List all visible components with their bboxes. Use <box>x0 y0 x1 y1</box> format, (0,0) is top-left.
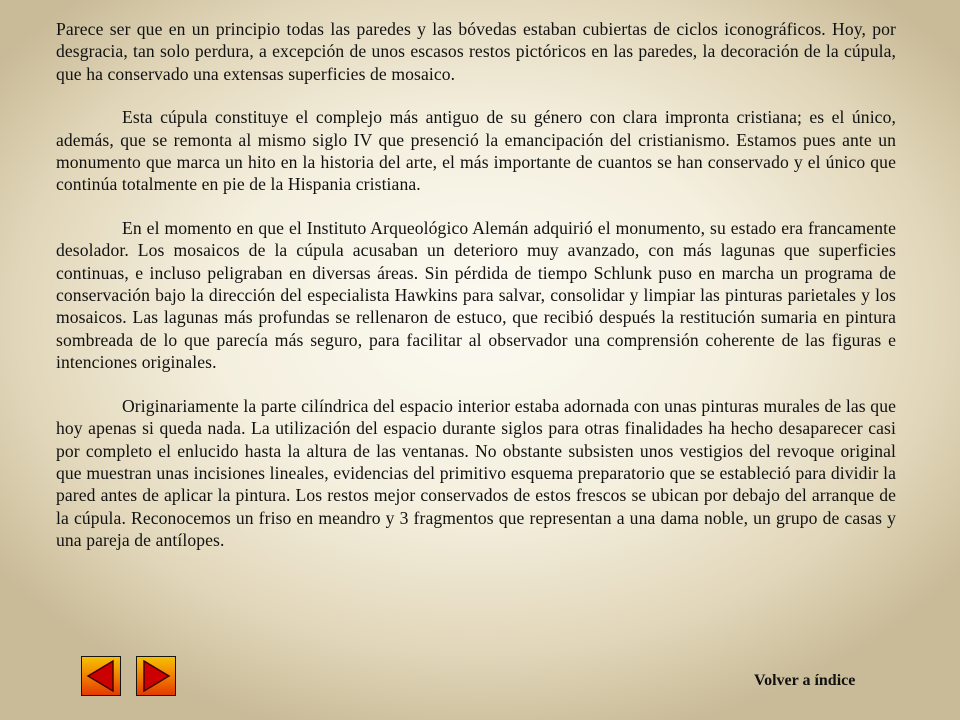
next-button[interactable] <box>136 656 176 696</box>
paragraph-1: Parece ser que en un principio todas las paredes y las bóvedas estaban cubiertas de ciclos iconográficos. Hoy, por desgracia, tan solo perdura, a excepción de unos escasos restos pictóricos en las paredes, la decoración de la cúpula, que ha conservado una extensas superficies de mosaico. <box>56 19 896 84</box>
triangle-left-icon <box>84 659 118 693</box>
paragraph-4: Originariamente la parte cilíndrica del espacio interior estaba adornada con unas pinturas murales de las que hoy apenas si queda nada. La utilización del espacio durante siglos para otras finalidades ha hecho desaparecer casi por completo el enlucido hasta la altura de las ventanas. No obstante subsisten unos vestigios del revoque original que muestran unas incisiones lineales, evidencias del primitivo esquema preparatorio que se estableció para dividir la pared antes de aplicar la pintura. Los restos mejor conservados de estos frescos se ubican por debajo del arranque de la cúpula. Reconocemos un friso en meandro y 3 fragmentos que representan a una dama noble, un grupo de casas y una pareja de antílopes. <box>56 395 896 551</box>
paragraph-3: En el momento en que el Instituto Arqueológico Alemán adquirió el monumento, su estado era francamente desolador. Los mosaicos de la cúpula acusaban un deterioro muy avanzado, con más lagunas que superficies continuas, e incluso peligraban en diversas áreas. Sin pérdida de tiempo Schlunk puso en marcha un programa de conservación bajo la dirección del especialista Hawkins para salvar, consolidar y limpiar las pinturas parietales y los mosaicos. Las lagunas más profundas se rellenaron de estuco, que recibió después la restitución sumaria en pintura sombreada de lo que parecía más seguro, para facilitar al observador una comprensión coherente de las figuras e intenciones originales. <box>56 217 896 373</box>
document-body <box>56 18 896 573</box>
previous-button[interactable] <box>81 656 121 696</box>
paragraph-2: Esta cúpula constituye el complejo más antiguo de su género con clara impronta cristiana; es el único, además, que se remonta al mismo siglo IV que presenció la emancipación del cristianismo. Estamos pues ante un monumento que marca un hito en la historia del arte, el más importante de cuantos se han conservado y el único que continúa totalmente en pie de la Hispania cristiana. <box>56 107 896 195</box>
back-to-index-link[interactable]: Volver a índice <box>754 672 856 689</box>
slide-navigation <box>81 656 176 696</box>
triangle-right-icon <box>139 659 173 693</box>
